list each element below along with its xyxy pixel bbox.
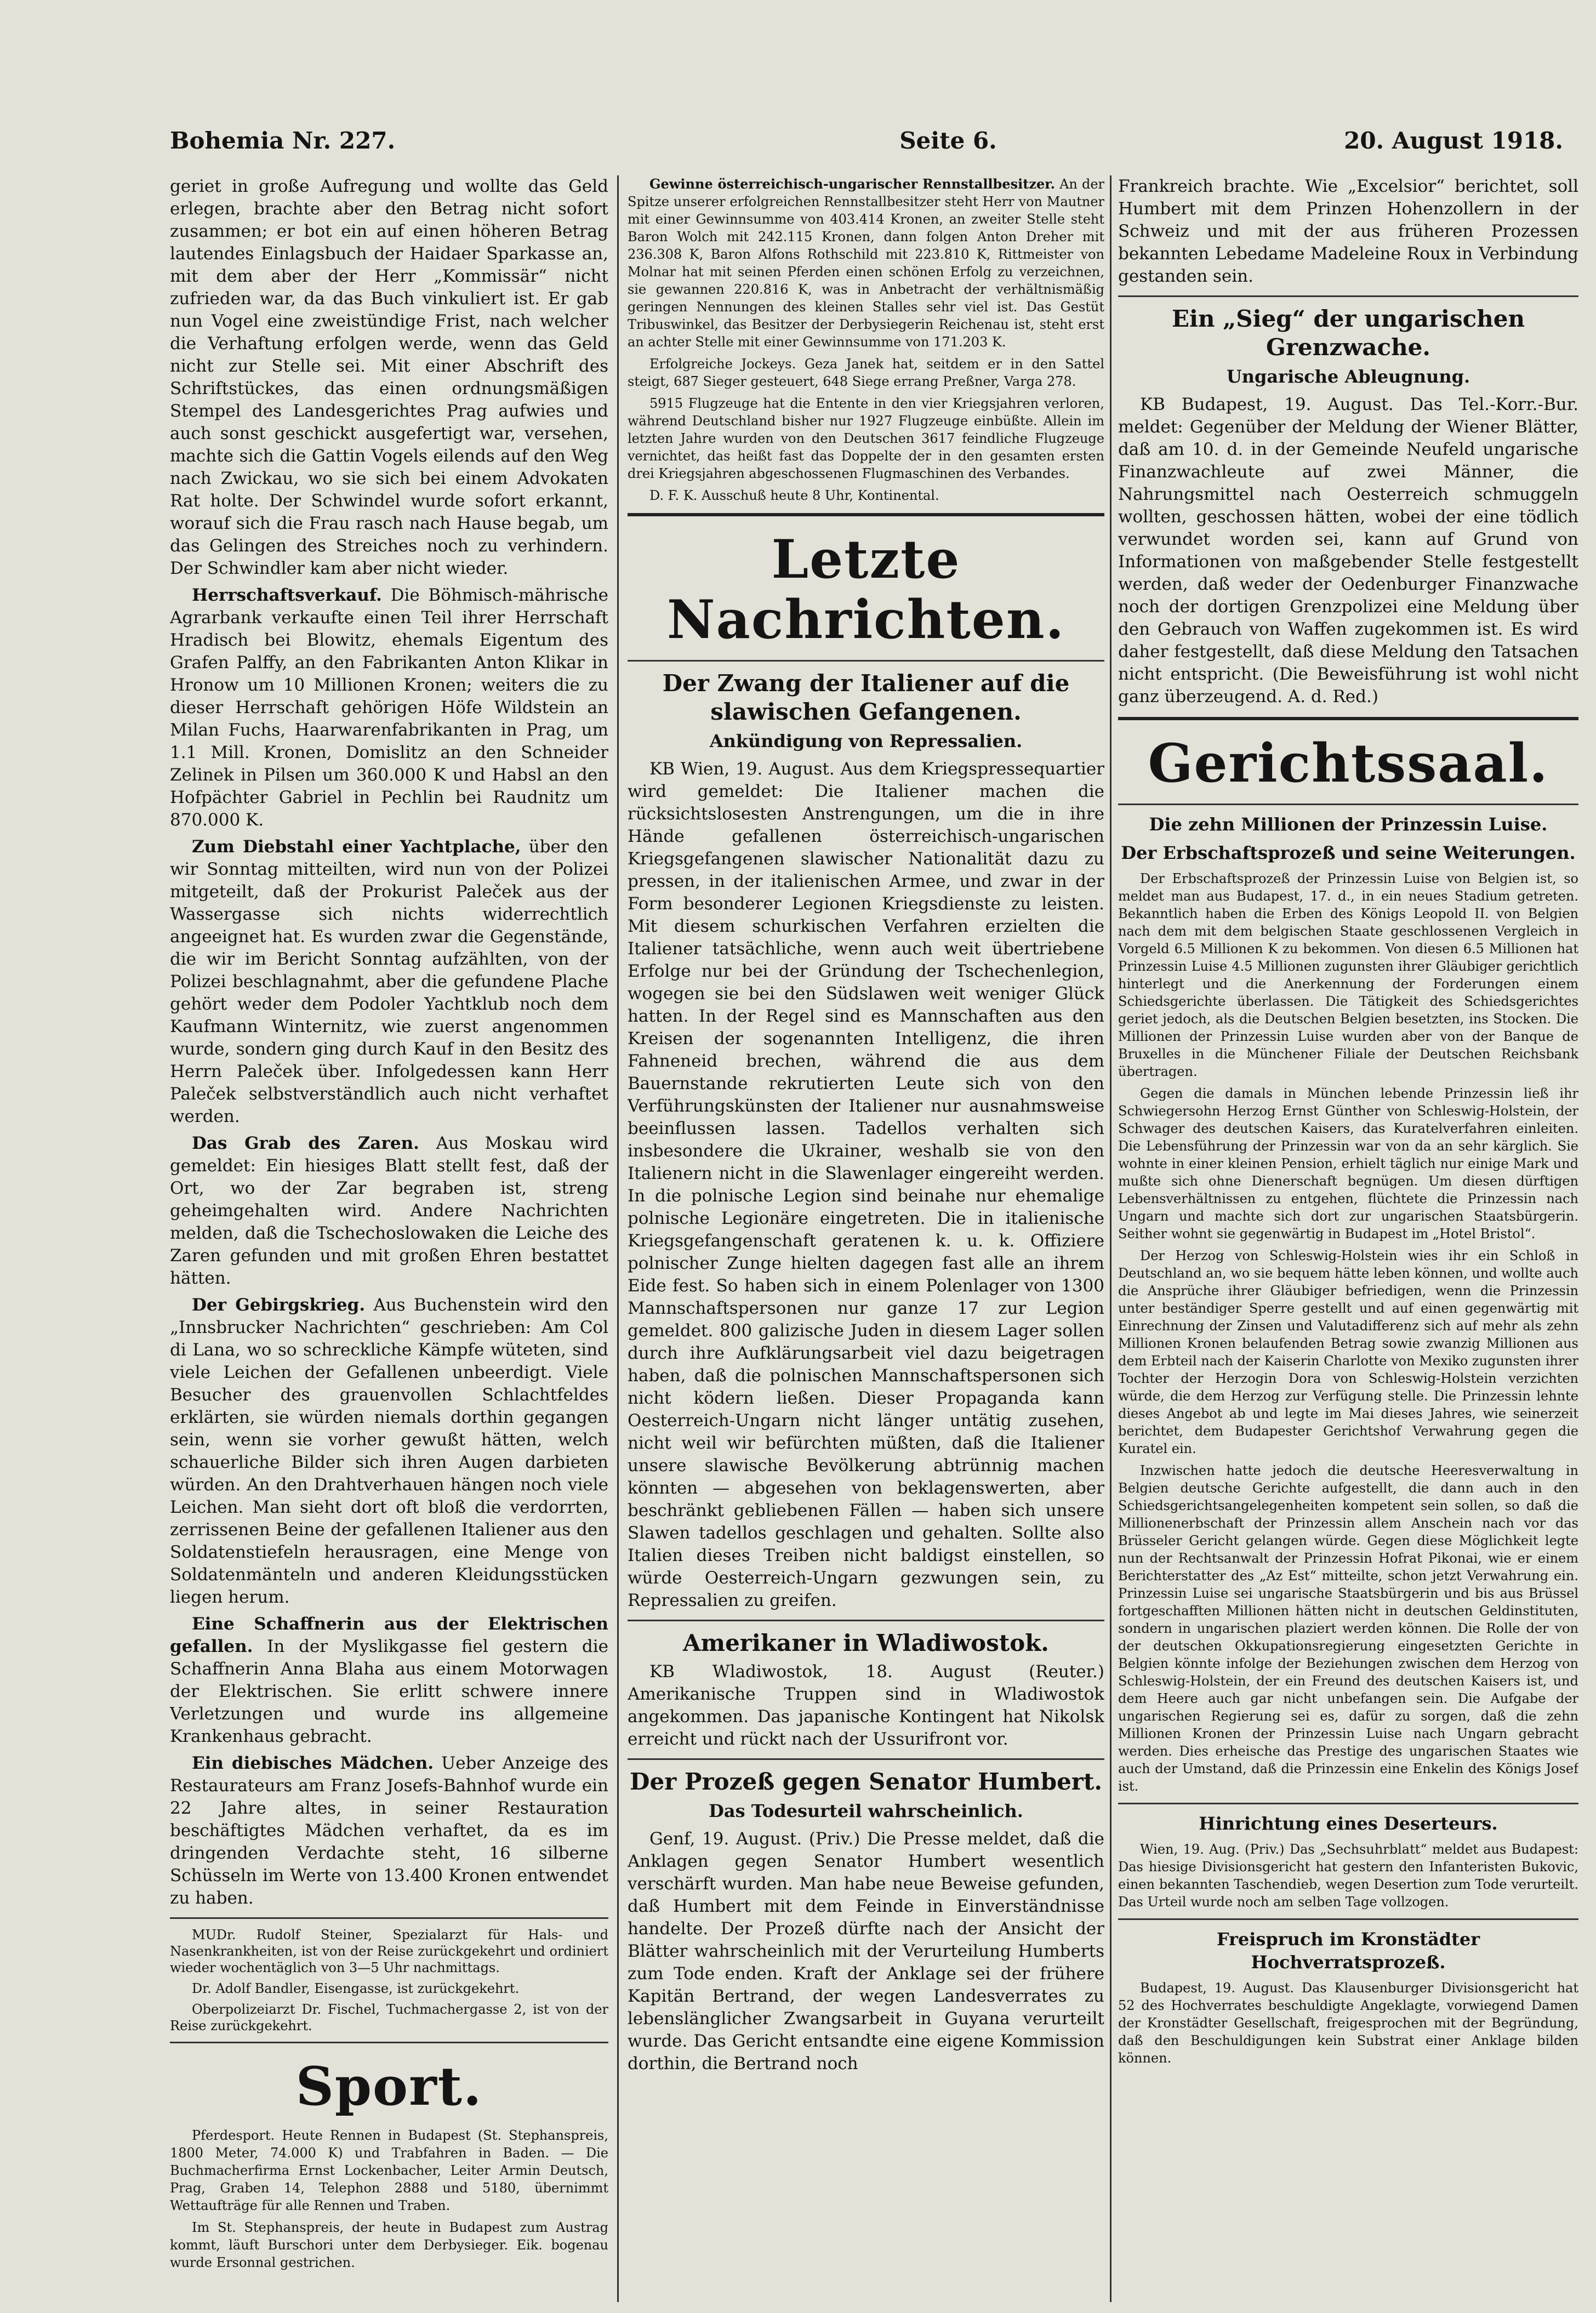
notice: Dr. Adolf Bandler, Eisengasse, ist zurückgekehrt. <box>192 1981 520 1996</box>
article-text: Der Herzog von Schleswig-Holstein wies ihr ein Schloß in Deutschland an, wo sie bequem hätte leben können, und wollte auch die Ansprüche ihrer Gläubiger befriedigen, wenn die Prinzessin unter beständiger Sperre gestellt und auf einen gegenwärtig mit Einrechnung der Zinsen und Valutadifferenz sich auf mehr als zehn Millionen Kronen belaufenden Betrag sowie zwanzig Millionen aus dem Erbteil nach der Kaiserin Charlotte von Mexiko zugunsten ihrer Tochter der Herzogin Dora von Schleswig-Holstein verzichten würde, die dem Herzog zur Verfügung stelle. Die Prinzessin lehnte dieses Angebot ab und legte im Mai dieses Jahres, wie seinerzeit berichtet, dem Budapester Gerichtshof Verwahrung gegen die Kuratel ein. <box>1118 1248 1578 1456</box>
article-heading: Freispruch im Kronstädter Hochverratsprozeß. <box>1216 1929 1480 1973</box>
article-heading: Hinrichtung eines Deserteurs. <box>1199 1813 1498 1834</box>
article-text: Die Böhmisch-mährische Agrarbank verkaufte einen Teil ihrer Herrschaft Hradisch bei Blowitz, ehemals Eigentum des Grafen Palffy, an den Fabrikanten Anton Klikar in Hronow um 10 Millionen Kronen; weiters die zu dieser Herrschaft gehörigen Höfe Wildstein an Milan Fuchs, Haarwarenfabrikanten in Prag, um 1.1 Mill. Kronen, Domislitz an den Schneider Zelinek in Pilsen um 360.000 K und Habsl an den Hofpächter Gabriel in Pechlin bei Raudnitz um 870.000 K. <box>170 585 608 830</box>
section-heading-sport: Sport. <box>295 2055 483 2117</box>
article-text: geriet in große Aufregung und wollte das Geld erlegen, brachte aber den Betrag nicht sofort zusammen; er bot ein auf einen höheren Betrag lautendes Einlagsbuch der Haidaer Sparkasse an, mit dem aber der Herr „Kommissär“ nicht zufrieden war, da das Buch vinkuliert ist. Er gab nun Vogel eine zweistündige Frist, nach welcher die Verhaftung erfolgen werde, wenn das Geld nicht zur Stelle sei. Mit einer Abschrift des Schriftstückes, das einen ordnungsmäßigen Stempel des Landesgerichtes Prag aufwies und auch sonst geschickt ausgefertigt war, versehen, machte sich die Gattin Vogels eilends auf den Weg nach Zwickau, wo sie sich bei einem Advokaten Rat holte. Der Schwindel wurde sofort erkannt, worauf sich die Frau rasch nach Hause begab, um das Gelingen des Streiches noch zu verhindern. Der Schwindler kam aber nicht wieder. <box>170 176 608 578</box>
article-text: Genf, 19. August. (Priv.) Die Presse meldet, daß die Anklagen gegen Senator Humbert wesentlich verschärft wurden. Man habe neue Beweise gefunden, daß Humbert mit dem Feinde in Einverständnisse handelte. Der Prozeß dürfte nach der Ansicht der Blätter wahrscheinlich mit der Verurteilung Humberts zum Tode enden. Kraft der Anklage sei der frühere Kapitän Bertrand, der wegen Landesverrates zu lebenslänglicher Zwangsarbeit in Guyana verurteilt wurde. Das Gericht entsandte eine eigene Kommission dorthin, die Bertrand noch <box>628 1829 1104 2073</box>
article-text: Aus Moskau wird gemeldet: Ein hiesiges Blatt stellt fest, daß der Ort, wo der Zar begraben ist, streng geheimgehalten wird. Andere Nachrichten melden, daß die Tschechoslowaken die Leiche des Zaren gefunden und mit großen Ehren bestattet hätten. <box>170 1133 608 1288</box>
article-heading: Amerikaner in Wladiwostok. <box>683 1630 1049 1656</box>
masthead-page-number: Seite 6. <box>899 127 997 154</box>
article-text: Budapest, 19. August. Das Klausenburger Divisionsgericht hat 52 des Hochverrates beschuldigte Angeklagte, vorwiegend Damen der Kronstädter Gesellschaft, freigesprochen mit der Begründung, daß den Beschuldigungen kein Substrat einer Anklage bilden können. <box>1118 1980 1578 2066</box>
masthead <box>164 127 1563 166</box>
article-text: Im St. Stephanspreis, der heute in Budapest zum Austrag kommt, läuft Burschori unter dem Derbysieger. Eik. bogenau wurde Ersonnal gestrichen. <box>170 2220 608 2270</box>
section-heading-court: Gerichtssaal. <box>1148 732 1549 794</box>
column-rule <box>1110 175 1112 2302</box>
article-text: D. F. K. Ausschuß heute 8 Uhr, Kontinental. <box>649 488 939 503</box>
article-text: Inzwischen hatte jedoch die deutsche Heeresverwaltung in Belgien deutsche Gerichte aufgestellt, die dann auch in den Schiedsgerichtsangelegenheiten kompetent sein sollen, so daß die Millionenerbschaft der Prinzessin allem Anschein nach vor das Brüsseler Gericht gelangen würde. Gegen diese Möglichkeit legte nun der Rechtsanwalt der Prinzessin Hofrat Pikonai, wie er einem Berichterstatter des „Az Est“ mitteilte, schon jetzt Verwahrung ein. Prinzessin Luise sei ungarische Staatsbürgerin und bis aus Brüssel fortgeschafften Millionen hätten nicht in deutschen Geldinstituten, sondern in ungarischen plaziert werden können. Die Rolle der von der deutschen Okkupationsregierung eingesetzten Gerichte in Belgien könnte infolge der Beziehungen zwischen dem Herzog von Schleswig-Holstein, der ein Freund des deutschen Kaisers ist, und dem Heere auch gar nicht unbefangen sein. Die Aufgabe der ungarischen Regierung sei es, dafür zu sorgen, daß die zehn Millionen Kronen der Prinzessin Luise nach Ungarn gebracht werden. Dies erheische das Prestige des ungarischen Staates wie auch der Umstand, daß die Prinzessin eine Enkelin des Königs Josef ist. <box>1118 1463 1578 1794</box>
column-rule <box>617 175 619 2302</box>
divider <box>628 1620 1104 1621</box>
article-text: Wien, 19. Aug. (Priv.) Das „Sechsuhrblatt“ meldet aus Budapest: Das hiesige Divisionsgericht hat gestern den Infanteristen Bukovic, einen bekannten Taschendieb, wegen Desertion zum Tode verurteilt. Das Urteil wurde noch am selben Tage vollzogen. <box>1118 1842 1578 1910</box>
divider <box>1118 717 1578 720</box>
article <box>170 584 608 831</box>
article-heading: Zum Diebstahl einer Yachtplache, <box>192 837 521 857</box>
article-subheading: Ungarische Ableugnung. <box>1226 366 1470 387</box>
article-subheading: Das Todesurteil wahrscheinlich. <box>709 1801 1023 1821</box>
column-right <box>1118 175 1578 2302</box>
column-left <box>170 175 608 2313</box>
divider <box>628 1758 1104 1760</box>
column-middle <box>628 175 1104 2302</box>
article-text: Gegen die damals in München lebende Prinzessin ließ ihr Schwiegersohn Herzog Ernst Günther von Schleswig-Holstein, der Schwager des deutschen Kaisers, das Kuratelverfahren einleiten. Die Lebensführung der Prinzessin war von da an sehr kärglich. Sie wohnte in einer kleinen Pension, erhielt täglich nur einige Mark und mußte sich ohne Dienerschaft begnügen. Um diesen dürftigen Lebensverhältnissen zu entgehen, flüchtete die Prinzessin nach Ungarn und machte sich dort zur ungarischen Staatsbürgerin. Seither wohnt sie gegenwärtig in Budapest im „Hotel Bristol“. <box>1118 1086 1578 1241</box>
article-text: 5915 Flugzeuge hat die Entente in den vier Kriegsjahren verloren, während Deutschland bisher nur 1927 Flugzeuge einbüßte. Allein im letzten Jahre wurden von den Deutschen 3617 feindliche Flugzeuge vernichtet, das heißt fast das Doppelte der in den gesamten ersten drei Kriegsjahren abgeschossenen Flugmaschinen des Verbandes. <box>628 396 1104 481</box>
article-text: An der Spitze unserer erfolgreichen Rennstallbesitzer steht Herr von Mautner mit einer Gewinnsumme von 403.414 Kronen, an zweiter Stelle steht Baron Wolch mit 242.115 Kronen, dann folgen Anton Dreher mit 236.308 K, Baron Alfons Rothschild mit 223.810 K, Rittmeister von Molnar hat mit seinen Pferden einen schönen Erfolg zu verzeichnen, sie gewannen 220.816 K, was in Anbetracht der verhältnismäßig geringen Nennungen des kleinen Stalles sehr viel ist. Das Gestüt Tribuswinkel, das Besitzer der Derbysiegerin Reichenau ist, steht erst an achter Stelle mit einer Gewinnsumme von 171.203 K. <box>628 176 1104 350</box>
article <box>170 836 608 1128</box>
notice: Oberpolizeiarzt Dr. Fischel, Tuchmachergasse 2, ist von der Reise zurückgekehrt. <box>170 2002 608 2033</box>
article-subheading: Ankündigung von Repressalien. <box>709 731 1023 751</box>
article-heading: Das Grab des Zaren. <box>192 1133 419 1153</box>
masthead-issue: Bohemia Nr. 227. <box>170 127 396 154</box>
divider <box>170 2042 608 2043</box>
article-text: über den wir Sonntag mitteilten, wird nun von der Polizei mitgeteilt, daß der Prokurist Paleček aus der Wassergasse sich nichts widerrechtlich angeeignet hat. Es wurden zwar die Gegenstände, die wir im Bericht Sonntag aufzählten, von der Polizei beschlagnahmt, aber die gefundene Plache gehört weder dem Podoler Yachtklub noch dem Kaufmann Winternitz, wie zuerst angenommen wurde, sondern ging durch Kauf in den Besitz des Herrn Paleček über. Infolgedessen kann Herr Paleček selbstverständlich auch nicht verhaftet werden. <box>170 837 608 1126</box>
article-text: Ueber Anzeige des Restaurateurs am Franz Josefs-Bahnhof wurde ein 22 Jahre altes, in seiner Restauration beschäftigtes Mädchen verhaftet, da es im dringenden Verdachte steht, 16 silberne Schüsseln im Werte von 13.400 Kronen entwendet zu haben. <box>170 1753 608 1908</box>
article-heading: Die zehn Millionen der Prinzessin Luise. <box>1149 814 1548 835</box>
article-subheading: Der Erbschaftsprozeß und seine Weiterungen. <box>1121 842 1576 863</box>
notice: MUDr. Rudolf Steiner, Spezialarzt für Hals- und Nasenkrankheiten, ist von der Reise zurückgekehrt und ordiniert wieder wochentäglich von 3—5 Uhr nachmittags. <box>170 1927 608 1975</box>
article-heading: Gewinne österreichisch-ungarischer Rennstallbesitzer. <box>649 176 1056 192</box>
article <box>170 1752 608 1910</box>
article <box>628 175 1104 351</box>
article-text: KB Wladiwostok, 18. August (Reuter.) Amerikanische Truppen sind in Wladiwostok angekommen. Das japanische Kontingent hat Nikolsk erreicht und rückt nach der Ussurifront vor. <box>628 1662 1104 1749</box>
article-text: KB Budapest, 19. August. Das Tel.-Korr.-Bur. meldet: Gegenüber der Meldung der Wiener Blätter, daß am 10. d. in der Gemeinde Neufeld ungarische Finanzwachleute auf zwei Männer, die Nahrungsmittel nach Oesterreich schmuggeln wollten, geschossen hätten, wobei der eine tödlich verwundet worden sei, kann auf Grund von Informationen von maßgebender Stelle festgestellt werden, daß weder der Oedenburger Finanzwache noch der dortigen Grenzpolizei eine Meldung über den Gebrauch von Waffen zugekommen ist. Es wird daher festgestellt, daß diese Meldung den Tatsachen nicht entspricht. (Die Beweisführung ist wohl nicht ganz überzeugend. A. d. Red.) <box>1118 395 1578 707</box>
article-text: In der Myslikgasse fiel gestern die Schaffnerin Anna Blaha aus einem Motorwagen der Elektrischen. Sie erlitt schwere innere Verletzungen und wurde ins allgemeine Krankenhaus gebracht. <box>170 1637 608 1746</box>
article-heading: Herrschaftsverkauf. <box>192 585 382 605</box>
article-text: Erfolgreiche Jockeys. Geza Janek hat, seitdem er in den Sattel steigt, 687 Sieger gesteuert, 648 Siege errang Preßner, Varga 278. <box>628 356 1104 389</box>
article-text: Aus Buchenstein wird den „Innsbrucker Nachrichten“ geschrieben: Am Col di Lana, wo so schreckliche Kämpfe wüteten, sind viele Leichen der Gefallenen unbeerdigt. Viele Besucher des grauenvollen Schlachtfeldes erklärten, sie würden niemals dorthin gegangen sein, wenn sie vorher gewußt hätten, welch schauerliche Bilder sich ihren Augen darbieten würden. An den Drahtverhauen hängen noch viele Leichen. Man sieht dort oft bloß die verdorrten, zerrissenen Beine der gefallenen Italiener aus den Soldatenstiefeln herausragen, eine Menge von Soldatenmänteln und anderen Kleidungsstücken liegen herum. <box>170 1295 608 1607</box>
article-heading: Der Gebirgskrieg. <box>192 1295 366 1315</box>
article-text: KB Wien, 19. August. Aus dem Kriegspressequartier wird gemeldet: Die Italiener machen die rücksichtslosesten Anstrengungen, um die in ihre Hände gefallenen österreichisch-ungarischen Kriegsgefangenen slawischer Nationalität dazu zu pressen, in der italienischen Armee, und zwar in der Form besonderer Legionen Kriegsdienste zu leisten. Mit diesem schurkischen Verfahren erzielten die Italiener tatsächliche, wenn auch weit übertriebene Erfolge nur bei der Gründung der Tschechenlegion, wogegen sie bei den Südslawen weit weniger Glück hatten. In der Regel sind es Mannschaften aus den Kreisen der sogenannten Intelligenz, die ihren Fahneneid brechen, während die aus dem Bauernstande rekrutierten Leute sich von den Verführungskünsten der Italiener nur ausnahmsweise beeinflussen lassen. Tadellos verhalten sich insbesondere die Ukrainer, weshalb sie von den Italienern nicht in die Slawenlager eingereiht werden. In die polnische Legion sind beinahe nur ehemalige polnische Legionäre eingetreten. Die in italienische Kriegsgefangenschaft geratenen k. u. k. Offiziere polnischer Zunge hielten dagegen fast alle an ihrem Eide fest. So haben sich in einem Polenlager von 1300 Mannschaftspersonen nur ganze 17 zur Legion gemeldet. 800 galizische Juden in diesem Lager sollen durch ihre Aufklärungsarbeit viel dazu beigetragen haben, daß die polnischen Mannschaftspersonen sich nicht ködern ließen. Dieser Propaganda kann Oesterreich-Ungarn nicht länger untätig zusehen, nicht weil wir befürchten müßten, daß die Italiener unsere slawische Bevölkerung abtrünnig machen könnten — abgesehen von beklagenswerten, aber beschränkt gebliebenen Fällen — haben sich unsere Slawen tadellos geschlagen und gehalten. Sollte also Italien dieses Treiben nicht baldigst einstellen, so würde Oesterreich-Ungarn gezwungen sein, zu Repressalien zu greifen. <box>628 759 1104 1610</box>
article-heading: Der Prozeß gegen Senator Humbert. <box>630 1768 1102 1795</box>
article-heading: Ein diebisches Mädchen. <box>192 1753 434 1773</box>
notices <box>170 1927 608 2034</box>
article-heading: Ein „Sieg“ der ungarischen Grenzwache. <box>1171 305 1525 361</box>
article <box>170 1613 608 1748</box>
divider <box>628 513 1104 516</box>
divider <box>628 660 1104 662</box>
article-heading: Der Zwang der Italiener auf die slawischen Gefangenen. <box>662 670 1070 725</box>
article-text: Der Erbschaftsprozeß der Prinzessin Luise von Belgien ist, so meldet man aus Budapest, 17. d., in ein neues Stadium getreten. Bekanntlich haben die Erben des Königs Leopold II. von Belgien nach dem mit dem belgischen Staate geschlossenen Vergleich in Vorgeld 6.5 Millionen K zu bekommen. Von diesen 6.5 Millionen hat Prinzessin Luise 4.5 Millionen zugunsten ihrer Gläubiger gerichtlich hinterlegt und die Anerkennung der Forderungen einem Schiedsgerichte überlassen. Die Tätigkeit des Schiedsgerichtes geriet jedoch, als die Deutschen Belgien besetzten, ins Stocken. Die Millionen der Prinzessin Luise wurden aber von der Banque de Bruxelles in die Münchener Filiale der Deutschen Reichsbank übertragen. <box>1118 871 1578 1079</box>
article-heading: Eine Schaffnerin aus der Elektrischen gefallen. <box>170 1614 608 1656</box>
article-text: Pferdesport. Heute Rennen in Budapest (St. Stephanspreis, 1800 Meter, 74.000 K) und Trabfahren in Baden. — Die Buchmacherfirma Ernst Lockenbacher, Leiter Armin Deutsch, Prag, Graben 14, Telephon 2888 und 5180, übernimmt Wettaufträge für alle Rennen und Traben. <box>170 2128 608 2213</box>
divider <box>170 1917 608 1919</box>
divider <box>1118 295 1578 297</box>
article-text: Frankreich brachte. Wie „Excelsior“ berichtet, soll Humbert mit dem Prinzen Hohenzollern in der Schweiz und mit der aus früheren Prozessen bekannten Lebedame Madeleine Roux in Verbindung gestanden sein. <box>1118 176 1578 286</box>
article <box>170 1294 608 1609</box>
divider <box>1118 804 1578 805</box>
article <box>170 1132 608 1290</box>
divider <box>1118 1918 1578 1920</box>
masthead-date: 20. August 1918. <box>1344 127 1563 154</box>
divider <box>1118 1803 1578 1804</box>
section-heading-latest-news: Letzte Nachrichten. <box>666 528 1065 651</box>
